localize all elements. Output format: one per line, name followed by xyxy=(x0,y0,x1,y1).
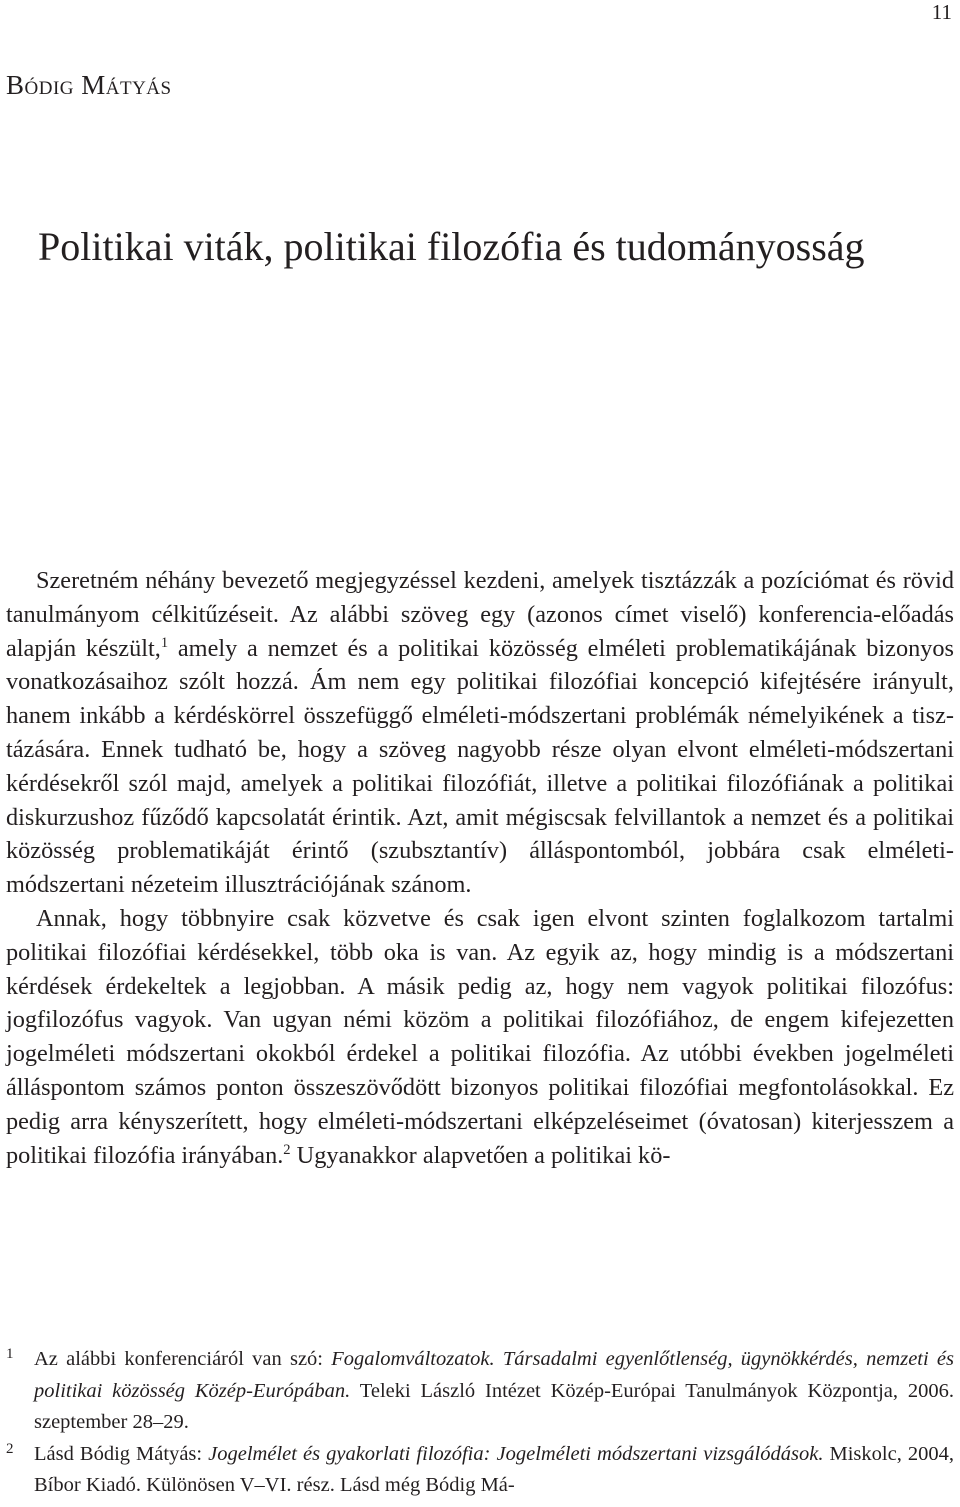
paragraph-1 xyxy=(6,564,954,902)
paragraph-2 xyxy=(6,902,954,1172)
paragraph-2-text-b: Ugyanakkor alapvetően a politikai kö- xyxy=(290,1141,671,1169)
article-title: Politikai viták, politikai filozófia és tudományosság xyxy=(38,224,865,269)
footnote-ref-1[interactable]: 1 xyxy=(160,634,169,651)
footnote-text-plain: Teleki László Intézet Közép-Európai Tanulmányok Központja, 2006. szeptember 28–29. xyxy=(34,1379,954,1433)
footnote-number: 1 xyxy=(6,1346,14,1362)
footnote-ref-2[interactable]: 2 xyxy=(283,1141,291,1158)
author-name: Bódig Mátyás xyxy=(6,70,172,100)
paragraph-2-text-a: Annak, hogy többnyire csak közvetve és csak igen elvont szinten foglalkozom tartalmi politikai filozófiai kérdésekkel, több oka is van. Az egyik az, hogy mindig is a módszertani kérdések érdekeltek a legjobban. A másik pedig az, hogy nem vagyok politikai filozófus: jogfilozófus vagyok. Van ugyan némi közöm a politikai filozófiához, de engem kifejezetten jogelméleti módszertani okokból érdekel a politikai filozófia. Az utóbbi években jogelméleti álláspontom számos ponton összeszövődött bizonyos politikai filozófiai megfontolásokkal. Ez pedig arra kényszerített, hogy elméleti-módszertani elképzeléseimet (óvatosan) kiterjesszem a politikai filozófia irányában. xyxy=(6,904,954,1169)
footnotes xyxy=(6,1344,954,1502)
footnote-text xyxy=(34,1439,954,1502)
body-text xyxy=(6,564,954,1172)
footnote-2 xyxy=(6,1439,954,1502)
footnote-text-italic: Jogelmélet és gyakorlati filozófia: Jogelméleti módszertani vizsgálódások. xyxy=(208,1442,824,1465)
footnote-text-italic: Fogalomváltozatok. Társadalmi egyenlőtlenség, ügynökkérdés, nemzeti és politikai közösség Közép-Európában. xyxy=(34,1348,954,1402)
footnote-text-plain: Az alábbi konferenciáról van szó: xyxy=(34,1348,332,1370)
footnote-text-plain: Lásd Bódig Mátyás: xyxy=(34,1442,209,1465)
paragraph-1-text-b: amely a nemzet és a politikai közösség elméleti problematikájának bizonyos vonatkozásaihoz szólt hozzá. Ám nem egy politikai filozófiai koncepció kifejtésére irányult, hanem inkább a kérdéskörrel összefüggő elméleti-módszertani problémák némelyikének a tisztázására. Ennek tudható be, hogy a szöveg nagyobb része olyan elvont elméleti-módszertani kérdésekről szól majd, amelyek a politikai filozófiát, illetve a politikai filozófiának a politikai diskurzushoz fűződő kapcsolatát érintik. Azt, amit mégiscsak felvillantok a nemzet és a politikai közösség problematikáját érintő (szubsztantív) álláspontomból, jobbára csak elméleti-módszertani nézeteim illusztrációjának szánom. xyxy=(6,634,954,899)
footnote-1 xyxy=(6,1344,954,1439)
footnote-number: 2 xyxy=(6,1440,14,1457)
page-number: 11 xyxy=(931,0,952,24)
footnote-text xyxy=(34,1344,954,1439)
paragraph-1-text-a: Szeretném néhány bevezető megjegyzéssel kezdeni, amelyek tisztázzák a pozíciómat és rövid tanulmányom célkitűzéseit. Az alábbi szöveg egy (azonos címet viselő) konferencia-előadás alapján készült, xyxy=(6,567,954,662)
footnote-text-plain: Miskolc, 2004, Bíbor Kiadó. Különösen V–VI. rész. Lásd még Bódig Má- xyxy=(34,1442,954,1496)
